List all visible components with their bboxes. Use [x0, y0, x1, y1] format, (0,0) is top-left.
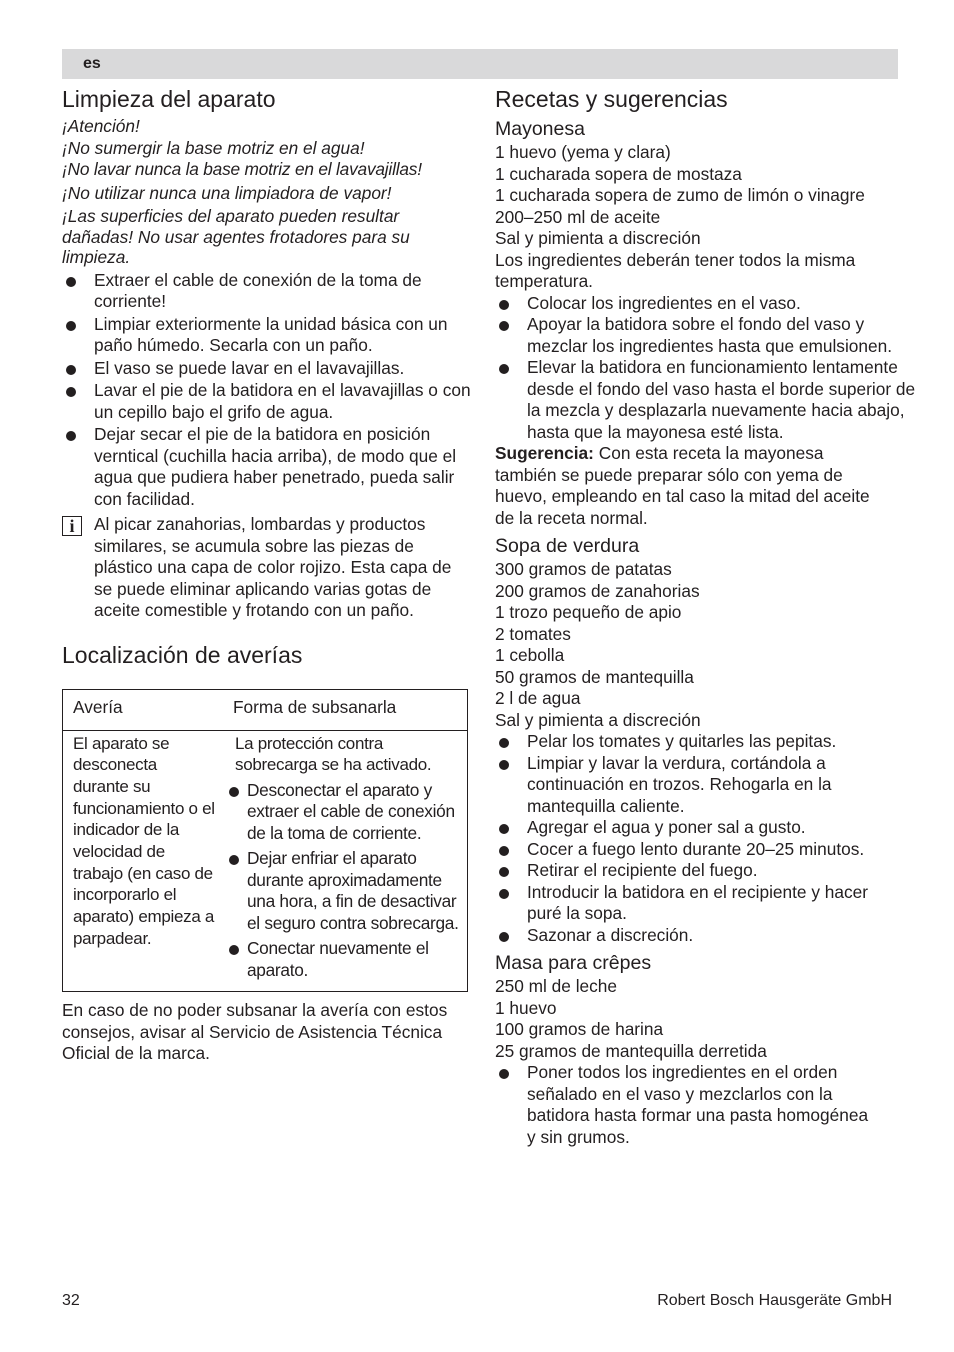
ingredient-line: 300 gramos de patatas: [495, 559, 672, 579]
cause-text: La protección contra sobrecarga se ha activado.: [235, 733, 432, 775]
ingredient-line: 200 gramos de zanahorias: [495, 580, 700, 601]
mayo-title: Mayonesa: [495, 118, 585, 140]
ingredient-line: 1 trozo pequeño de apio: [495, 602, 682, 622]
ingredient-line: Los ingredientes deberán tener todos la misma temperatura.: [495, 249, 856, 291]
ingredient-line: 1 huevo: [495, 997, 557, 1018]
ingredient-line: 25 gramos de mantequilla derretida: [495, 1040, 767, 1061]
ingredient-line: 1 cebolla: [495, 645, 565, 665]
table-cell-remedy: [223, 730, 468, 992]
recipes-title: Recetas y sugerencias: [495, 86, 728, 112]
language-bar: [62, 49, 898, 79]
attention-label: ¡Atención!: [62, 116, 140, 136]
table-header-row: [63, 689, 468, 730]
soup-title: Sopa de verdura: [495, 535, 640, 557]
language-code: es: [83, 55, 101, 72]
list-item: Sazonar a discreción.: [495, 925, 915, 947]
tip-label: Sugerencia:: [495, 443, 594, 463]
list-item: Dejar enfriar el aparato durante aproximadamente una hora, a fin de desactivar el seguro contra sobrecarga.: [231, 848, 459, 934]
info-note: [62, 514, 472, 622]
list-item: Lavar el pie de la batidora en el lavavajillas o con un cepillo bajo el grifo de agua.: [62, 380, 472, 423]
list-item: Dejar secar el pie de la batidora en posición verntical (cuchilla hacia arriba), de modo que el agua que pudiera haber penetrado, pueda salir con facilidad.: [62, 424, 472, 510]
soup-steps: [495, 731, 915, 946]
ingredient-line: 50 gramos de mantequilla: [495, 666, 694, 687]
fault-text: El aparato se desconecta durante su funcionamiento o el indicador de la velocidad de trabajo (en caso de incorporarlo el aparato) empieza a parpadear.: [73, 733, 215, 948]
right-column: [495, 84, 915, 1148]
table-cell-fault: [63, 730, 224, 992]
list-item: Limpiar y lavar la verdura, cortándola a continuación en trozos. Rehogarla en la mantequilla caliente.: [495, 753, 857, 818]
list-item: Elevar la batidora en funcionamiento lentamente desde el fondo del vaso hasta el borde superior de la mezcla y desplazarla nuevamente hacia abajo, hasta que la mayonesa esté lista.: [495, 357, 927, 443]
mayo-tip: [495, 443, 875, 529]
list-item: Colocar los ingredientes en el vaso.: [495, 293, 915, 315]
mayo-steps: [495, 293, 915, 444]
remedy-list: [231, 780, 459, 982]
ingredient-line: 250 ml de leche: [495, 976, 618, 996]
info-icon: i: [62, 516, 82, 536]
warning-line: ¡No lavar nunca la base motriz en el lavavajillas!: [62, 159, 422, 179]
cleaning-title: Limpieza del aparato: [62, 86, 276, 112]
list-item: Cocer a fuego lento durante 20–25 minutos.: [495, 839, 915, 861]
ingredient-line: 1 cucharada sopera de zumo de limón o vinagre: [495, 185, 865, 205]
warning-line: ¡No sumergir la base motriz en el agua!: [62, 137, 365, 158]
list-item: El vaso se puede lavar en el lavavajillas.: [62, 358, 472, 380]
list-item: Desconectar el aparato y extraer el cable de conexión de la toma de corriente.: [231, 780, 459, 845]
crepes-steps: [495, 1062, 915, 1148]
page-number: 32: [62, 1292, 80, 1309]
ingredient-line: 200–250 ml de aceite: [495, 206, 661, 227]
ingredient-line: Sal y pimienta a discreción: [495, 709, 701, 730]
left-column: [62, 84, 472, 1065]
list-item: Retirar el recipiente del fuego.: [495, 860, 915, 882]
list-item: Extraer el cable de conexión de la toma de corriente!: [62, 270, 444, 313]
list-item: Apoyar la batidora sobre el fondo del vaso y mezclar los ingredientes hasta que emulsionen.: [495, 314, 897, 357]
cleaning-steps: [62, 270, 472, 511]
warning-line: ¡Las superficies del aparato pueden resultar dañadas! No usar agentes frotadores para su limpieza.: [62, 206, 410, 267]
ingredient-line: Sal y pimienta a discreción: [495, 228, 701, 248]
table-header-fault: Avería: [63, 689, 224, 730]
list-item: Pelar los tomates y quitarles las pepitas.: [495, 731, 915, 753]
table-row: [63, 730, 468, 992]
tip-text: Con esta receta la mayonesa también se puede preparar sólo con yema de huevo, empleando en tal caso la mitad del aceite de la receta normal.: [495, 443, 870, 528]
ingredient-line: 100 gramos de harina: [495, 1019, 664, 1039]
table-header-remedy: Forma de subsanarla: [223, 689, 468, 730]
list-item: Introducir la batidora en el recipiente y hacer puré la sopa.: [495, 882, 907, 925]
service-note: En caso de no poder subsanar la avería con estos consejos, avisar al Servicio de Asistencia Técnica Oficial de la marca.: [62, 1000, 448, 1064]
fault-table: [62, 689, 468, 993]
ingredient-line: 2 l de agua: [495, 688, 581, 708]
ingredient-line: 1 huevo (yema y clara): [495, 142, 671, 162]
crepes-title: Masa para crêpes: [495, 952, 652, 974]
warning-line: ¡No utilizar nunca una limpiadora de vapor!: [62, 182, 392, 203]
list-item: Poner todos los ingredientes en el orden señalado en el vaso y mezclarlos con la batidora hasta formar una pasta homogénea y sin grumos.: [495, 1062, 877, 1148]
troubleshooting-title: Localización de averías: [62, 641, 303, 668]
list-item: Limpiar exteriormente la unidad básica con un paño húmedo. Secarla con un paño.: [62, 314, 472, 357]
company-name: Robert Bosch Hausgeräte GmbH: [657, 1292, 892, 1309]
ingredient-line: 2 tomates: [495, 623, 571, 644]
ingredient-line: 1 cucharada sopera de mostaza: [495, 163, 742, 184]
info-note-text: Al picar zanahorias, lombardas y productos similares, se acumula sobre las piezas de plástico una capa de color rojizo. Esta capa de se puede eliminar aplicando varias gotas de aceite comestible y frotando con un paño.: [94, 514, 452, 620]
list-item: Conectar nuevamente el aparato.: [231, 938, 459, 981]
list-item: Agregar el agua y poner sal a gusto.: [495, 817, 915, 839]
